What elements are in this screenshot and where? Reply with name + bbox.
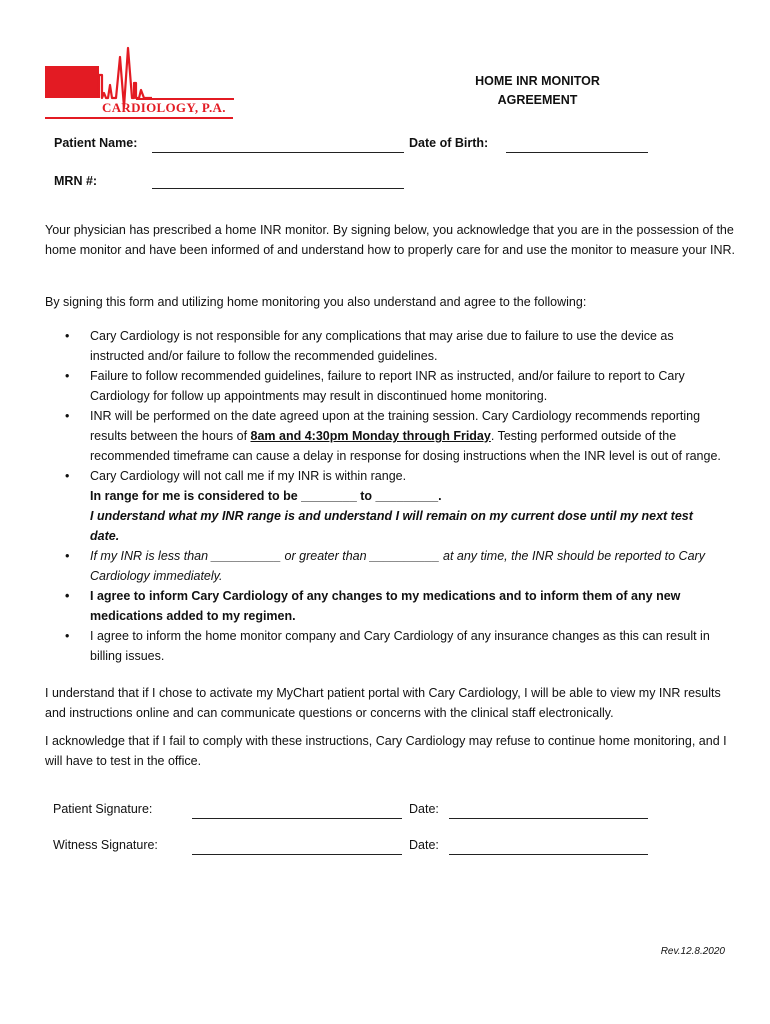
- intro-paragraph: Your physician has prescribed a home INR monitor. By signing below, you acknowledge that you are in the possession of the home monitor and have been informed of and understand how to properly care for and use the monitor to measure your INR.: [45, 223, 735, 257]
- inr-range-statement: I understand what my INR range is and understand I will remain on my current dose until my next test date.: [90, 509, 693, 543]
- reporting-hours: 8am and 4:30pm Monday through Friday: [250, 429, 491, 443]
- patient-date-label: Date:: [409, 802, 439, 816]
- list-item: [45, 366, 725, 406]
- document-title: [420, 72, 655, 110]
- bullet-icon: •: [65, 409, 70, 423]
- bullet-text: If my INR is less than __________ or greater than __________ at any time, the INR should be reported to Cary Cardiology immediately.: [90, 549, 705, 583]
- bullet-icon: •: [65, 549, 70, 563]
- bullet-text: Cary Cardiology is not responsible for any complications that may arise due to failure to use the device as instructed and/or failure to follow the recommended guidelines.: [90, 329, 674, 363]
- logo-text-cary: CARY: [53, 100, 92, 115]
- patient-name-label: Patient Name:: [54, 136, 138, 150]
- witness-date-field[interactable]: [449, 854, 648, 855]
- list-item: [45, 326, 725, 366]
- bullet-text: I agree to inform Cary Cardiology of any changes to my medications and to inform them of any new medications added to my regimen.: [90, 589, 681, 623]
- inr-range-line: In range for me is considered to be ________ to _________.: [90, 489, 442, 503]
- dob-field[interactable]: [506, 152, 648, 153]
- witness-signature-field[interactable]: [192, 854, 402, 855]
- bullet-icon: •: [65, 629, 70, 643]
- dob-label: Date of Birth:: [409, 136, 489, 150]
- witness-date-label: Date:: [409, 838, 439, 852]
- list-item: [45, 626, 725, 666]
- list-item: [45, 406, 725, 466]
- patient-signature-label: Patient Signature:: [53, 802, 153, 816]
- patient-name-field[interactable]: [152, 152, 404, 153]
- acknowledge-paragraph: I acknowledge that if I fail to comply with these instructions, Cary Cardiology may refuse to continue home monitoring, and I will have to test in the office.: [45, 734, 727, 768]
- title-line-1: HOME INR MONITOR: [475, 74, 600, 88]
- bullet-icon: •: [65, 369, 70, 383]
- bullet-icon: •: [65, 589, 70, 603]
- bullet-text: Cary Cardiology will not call me if my INR is within range.: [90, 469, 407, 483]
- patient-date-field[interactable]: [449, 818, 648, 819]
- mychart-paragraph: I understand that if I chose to activate my MyChart patient portal with Cary Cardiology, I will be able to view my INR results and instructions online and can communicate questions or concerns with the clinical staff electronically.: [45, 686, 721, 720]
- bullet-icon: •: [65, 329, 70, 343]
- bullet-icon: •: [65, 469, 70, 483]
- list-item: [45, 466, 725, 546]
- terms-list: [45, 326, 725, 666]
- list-item: [45, 586, 725, 626]
- list-item: [45, 546, 725, 586]
- title-line-2: AGREEMENT: [497, 93, 578, 107]
- witness-signature-label: Witness Signature:: [53, 838, 158, 852]
- agree-paragraph: By signing this form and utilizing home monitoring you also understand and agree to the following:: [45, 295, 587, 309]
- logo-text-cardiology: CARDIOLOGY, P.A.: [102, 100, 226, 115]
- patient-signature-field[interactable]: [192, 818, 402, 819]
- bullet-text: INR will be performed on the date agreed upon at the training session. Cary Cardiology recommends reporting results between the hours of: [90, 409, 701, 443]
- cary-cardiology-logo: [44, 45, 239, 120]
- mrn-field[interactable]: [152, 188, 404, 189]
- bullet-text: I agree to inform the home monitor company and Cary Cardiology of any insurance changes as this can result in billing issues.: [90, 629, 710, 663]
- revision-label: Rev.12.8.2020: [660, 946, 725, 957]
- bullet-text: Failure to follow recommended guidelines, failure to report INR as instructed, and/or failure to report to Cary Cardiology for follow up appointments may result in discontinued home monitoring.: [90, 369, 685, 403]
- mrn-label: MRN #:: [54, 174, 98, 188]
- bullet-text: . Testing performed outside of the recommended timeframe can cause a delay in response for dosing instructions when the INR level is out of range.: [90, 429, 721, 463]
